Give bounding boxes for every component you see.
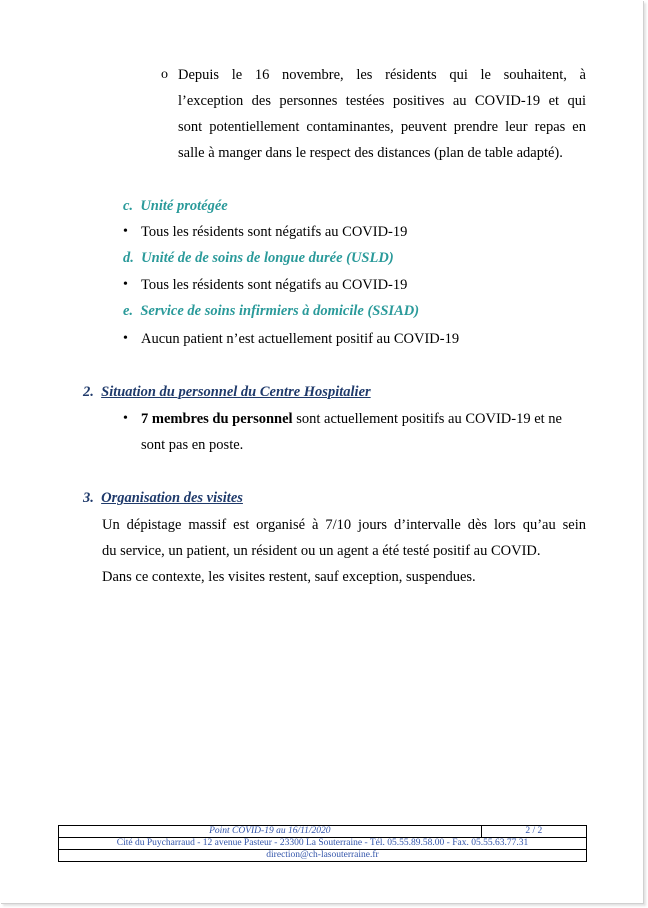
section-title: Situation du personnel du Centre Hospitalier xyxy=(101,384,371,400)
document-page xyxy=(1,1,644,904)
staff-bullet-line2: sont pas en poste. xyxy=(141,437,244,453)
page-footer xyxy=(58,825,587,862)
section-number: 2. xyxy=(83,384,94,400)
staff-text: sont actuellement positifs au COVID-19 et ne xyxy=(292,411,562,427)
paragraph-line: l’exception des personnes testées positives au COVID-19 et qui xyxy=(178,93,586,109)
unit-letter: d. xyxy=(123,250,134,266)
paragraph-line: salle à manger dans le respect des distances (plan de table adapté). xyxy=(178,145,563,161)
unit-heading-c xyxy=(123,197,228,215)
paragraph-line: sont potentiellement contaminantes, peuvent prendre leur repas en xyxy=(178,119,586,135)
unit-letter: e. xyxy=(123,303,134,319)
unit-bullet-text: Tous les résidents sont négatifs au COVID-19 xyxy=(141,224,408,240)
bullet-glyph: • xyxy=(123,411,128,426)
unit-title: Service de soins infirmiers à domicile (SSIAD) xyxy=(140,303,420,319)
visits-paragraph-line: Un dépistage massif est organisé à 7/10 jours d’intervalle dès lors qu’au sein xyxy=(102,517,586,533)
footer-page-number: 2 / 2 xyxy=(481,826,586,838)
unit-heading-e xyxy=(123,302,419,320)
section-3-heading xyxy=(83,489,243,507)
footer-doc-title: Point COVID-19 au 16/11/2020 xyxy=(59,826,482,838)
section-number: 3. xyxy=(83,490,94,506)
bullet-glyph: • xyxy=(123,277,128,292)
unit-bullet-text: Aucun patient n’est actuellement positif au COVID-19 xyxy=(141,331,460,347)
unit-title: Unité protégée xyxy=(140,198,228,214)
sub-bullet-marker: o xyxy=(161,67,168,82)
unit-letter: c. xyxy=(123,198,134,214)
staff-count: 7 membres du personnel xyxy=(141,411,293,427)
section-title: Organisation des visites xyxy=(101,490,243,506)
bullet-glyph: • xyxy=(123,331,128,346)
bullet-glyph: • xyxy=(123,224,128,239)
section-2-heading xyxy=(83,383,371,401)
paragraph-line: Depuis le 16 novembre, les résidents qui le souhaitent, à xyxy=(178,67,586,83)
footer-address: Cité du Puycharraud - 12 avenue Pasteur - 23300 La Souterraine - Tél. 05.55.89.58.00 - Fax. 05.55.63.77.31 xyxy=(59,838,587,850)
unit-title: Unité de de soins de longue durée (USLD) xyxy=(141,250,394,266)
staff-bullet-line xyxy=(141,410,586,428)
visits-paragraph-line: du service, un patient, un résident ou un agent a été testé positif au COVID. xyxy=(102,543,541,559)
visits-paragraph-line: Dans ce contexte, les visites restent, sauf exception, suspendues. xyxy=(102,569,476,585)
unit-bullet-text: Tous les résidents sont négatifs au COVID-19 xyxy=(141,277,408,293)
footer-email: direction@ch-lasouterraine.fr xyxy=(59,850,587,862)
unit-heading-d xyxy=(123,249,394,267)
